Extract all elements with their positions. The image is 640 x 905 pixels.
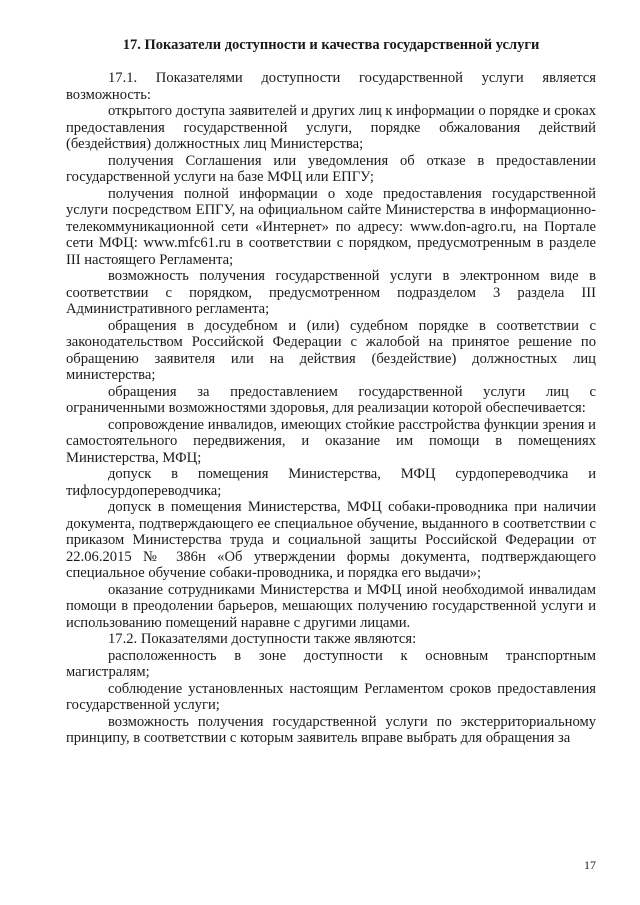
paragraph: сопровождение инвалидов, имеющих стойкие расстройства функции зрения и самостоятельного передвижения, и оказание им помощи в помещениях Министерства, МФЦ;: [66, 416, 596, 466]
page-number: 17: [584, 858, 596, 872]
paragraph: допуск в помещения Министерства, МФЦ собаки-проводника при наличии документа, подтверждающего ее специальное обучение, выданного в соответствии с приказом Министерства труда и социальной защиты Российской Федерации от 22.06.2015 № 386н «Об утверждении формы документа, подтверждающего специальное обучение собаки-проводника, и порядка его выдачи»;: [66, 499, 596, 581]
paragraph: расположенность в зоне доступности к основным транспортным магистралям;: [66, 647, 596, 680]
paragraph: оказание сотрудниками Министерства и МФЦ иной необходимой инвалидам помощи в преодолении барьеров, мешающих получению государственной услуги и использованию помещений наравне с другими лицами.: [66, 581, 596, 631]
paragraph: возможность получения государственной услуги по экстерриториальному принципу, в соответствии с которым заявитель вправе выбрать для обращения за: [66, 713, 596, 746]
paragraph: 17.1. Показателями доступности государственной услуги является возможность:: [66, 70, 596, 103]
paragraph: допуск в помещения Министерства, МФЦ сурдопереводчика и тифлосурдопереводчика;: [66, 466, 596, 499]
section-title: 17. Показатели доступности и качества государственной услуги: [122, 37, 540, 53]
paragraph: обращения за предоставлением государственной услуги лиц с ограниченными возможностями здоровья, для реализации которой обеспечивается:: [66, 383, 596, 416]
paragraph: получения полной информации о ходе предоставления государственной услуги посредством ЕПГУ, на официальном сайте Министерства в информационно-телекоммуникационной сети «Интернет» по адресу: www.don-agro.ru, на Портале сети МФЦ: www.mfc61.ru в соответствии с порядком, предусмотренным в разделе III настоящего Регламента;: [66, 185, 596, 268]
paragraph: обращения в досудебном и (или) судебном порядке в соответствии с законодательством Российской Федерации с жалобой на принятое решение по обращению заявителя или на действия (бездействие) должностных лиц министерства;: [66, 317, 596, 383]
paragraph: 17.2. Показателями доступности также являются:: [108, 631, 417, 647]
paragraph: получения Соглашения или уведомления об отказе в предоставлении государственной услуги на базе МФЦ или ЕПГУ;: [66, 152, 596, 185]
paragraph: соблюдение установленных настоящим Регламентом сроков предоставления государственной услуги;: [66, 680, 596, 713]
paragraph: открытого доступа заявителей и других лиц к информации о порядке и сроках предоставления государственной услуги, порядке обжалования действий (бездействия) должностных лиц Министерства;: [66, 103, 596, 152]
paragraph: возможность получения государственной услуги в электронном виде в соответствии с порядком, предусмотренном подразделом 3 раздела III Административного регламента;: [66, 268, 596, 317]
section-body: [66, 70, 596, 747]
